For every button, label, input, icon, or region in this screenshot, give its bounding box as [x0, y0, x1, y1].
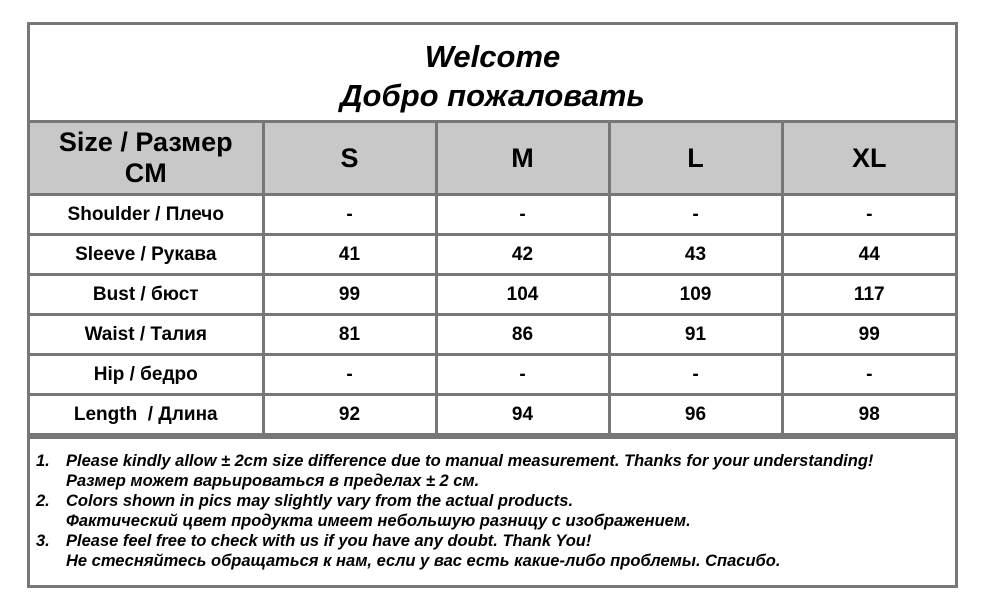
table-cell: - — [782, 195, 955, 235]
table-cell: 92 — [263, 395, 436, 435]
note-item — [36, 491, 955, 531]
table-cell: 109 — [609, 275, 782, 315]
table-cell: 91 — [609, 315, 782, 355]
size-header-xl: XL — [782, 123, 955, 195]
note-russian: Размер может варьироваться в пределах ± 2 см. — [66, 472, 480, 490]
table-cell: - — [609, 355, 782, 395]
table-cell: - — [263, 195, 436, 235]
row-label: Length / Длина — [30, 395, 263, 435]
size-chart-frame — [27, 22, 958, 588]
note-english: Please kindly allow ± 2cm size difference due to manual measurement. Thanks for your understanding! — [66, 452, 874, 470]
table-cell: - — [609, 195, 782, 235]
notes-section — [30, 436, 955, 571]
title-english: Welcome — [424, 39, 561, 74]
size-header-label-line2: CM — [124, 158, 167, 188]
table-cell: 42 — [436, 235, 609, 275]
table-row-sleeve — [30, 235, 955, 275]
table-cell: 43 — [609, 235, 782, 275]
note-number: 3. — [36, 532, 50, 550]
note-item — [36, 531, 955, 571]
note-text — [66, 491, 691, 531]
size-header-label — [30, 123, 263, 195]
note-text — [66, 451, 873, 491]
table-cell: - — [436, 195, 609, 235]
welcome-title — [30, 25, 955, 123]
row-label: Sleeve / Рукава — [30, 235, 263, 275]
note-english: Colors shown in pics may slightly vary from the actual products. — [66, 492, 574, 510]
table-row-waist — [30, 315, 955, 355]
size-table — [30, 123, 955, 436]
size-header-label-line1: Size / Размер — [58, 127, 233, 157]
table-row-bust — [30, 275, 955, 315]
note-english: Please feel free to check with us if you have any doubt. Thank You! — [66, 532, 592, 550]
table-cell: 94 — [436, 395, 609, 435]
row-label: Bust / бюст — [30, 275, 263, 315]
table-cell: - — [782, 355, 955, 395]
table-cell: 104 — [436, 275, 609, 315]
table-cell: 81 — [263, 315, 436, 355]
table-cell: 86 — [436, 315, 609, 355]
title-russian: Добро пожаловать — [340, 78, 645, 113]
row-label: Waist / Талия — [30, 315, 263, 355]
table-cell: 99 — [263, 275, 436, 315]
row-label: Shoulder / Плечо — [30, 195, 263, 235]
size-header-l: L — [609, 123, 782, 195]
table-row-length — [30, 395, 955, 435]
table-row-shoulder — [30, 195, 955, 235]
note-number: 1. — [36, 452, 50, 470]
note-russian: Не стесняйтесь обращаться к нам, если у вас есть какие-либо проблемы. Спасибо. — [66, 552, 781, 570]
table-row-hip — [30, 355, 955, 395]
note-russian: Фактический цвет продукта имеет небольшую разницу с изображением. — [66, 512, 691, 530]
table-cell: 99 — [782, 315, 955, 355]
table-cell: 98 — [782, 395, 955, 435]
size-header-s: S — [263, 123, 436, 195]
table-cell: 117 — [782, 275, 955, 315]
size-header-m: M — [436, 123, 609, 195]
table-cell: 96 — [609, 395, 782, 435]
row-label: Hip / бедро — [30, 355, 263, 395]
size-header-row — [30, 123, 955, 195]
table-cell: 41 — [263, 235, 436, 275]
note-item — [36, 451, 955, 491]
note-text — [66, 531, 780, 571]
table-cell: - — [436, 355, 609, 395]
table-cell: 44 — [782, 235, 955, 275]
table-cell: - — [263, 355, 436, 395]
note-number: 2. — [36, 492, 50, 510]
